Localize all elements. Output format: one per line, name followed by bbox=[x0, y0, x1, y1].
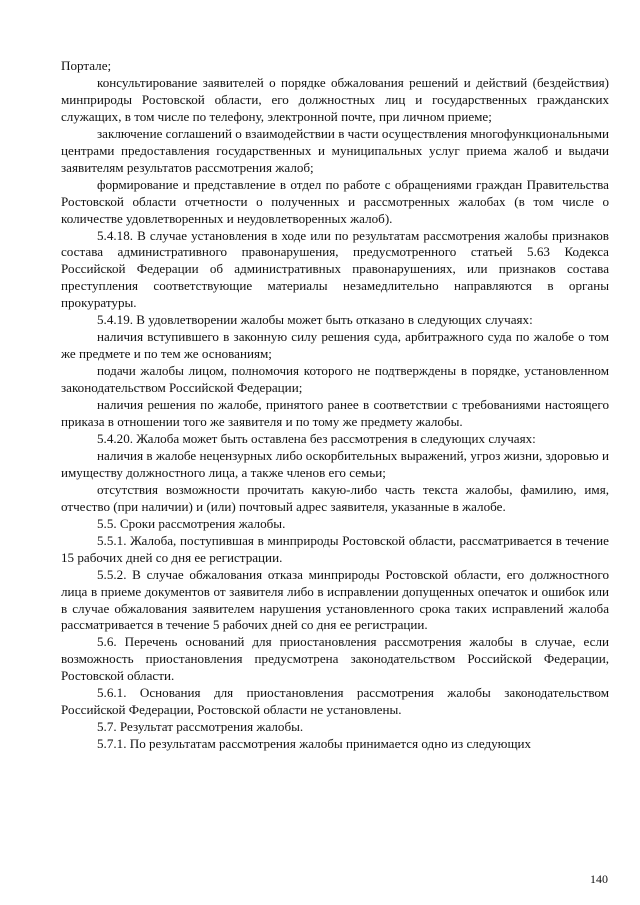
document-body bbox=[61, 58, 609, 753]
paragraph: отсутствия возможности прочитать какую-либо часть текста жалобы, фамилию, имя, отчество (при наличии) и (или) почтовый адрес заявителя, указанные в жалобе. bbox=[61, 481, 609, 514]
paragraph: формирование и представление в отдел по работе с обращениями граждан Правительства Ростовской области отчетности о полученных и рассмотренных жалобах (в том числе о количестве удовлетворенных и неудовлетворенных жалоб). bbox=[61, 176, 609, 226]
paragraph: наличия решения по жалобе, принятого ранее в соответствии с требованиями настоящего приказа в отношении того же заявителя и по тому же предмету жалобы. bbox=[61, 397, 609, 430]
paragraph: 5.4.20. Жалоба может быть оставлена без рассмотрения в следующих случаях: bbox=[97, 430, 536, 446]
paragraph: 5.7.1. По результатам рассмотрения жалобы принимается одно из следующих bbox=[97, 736, 532, 752]
paragraph: 5.6. Перечень оснований для приостановления рассмотрения жалобы в случае, если возможность приостановления предусмотрена законодательством Российской Федерации, Ростовской области. bbox=[61, 634, 609, 684]
paragraph: 5.4.18. В случае установления в ходе или по результатам рассмотрения жалобы признаков состава административного правонарушения, предусмотренного статьей 5.63 Кодекса Российской Федерации об административных правонарушениях, или признаков состава преступления соответствующие материалы незамедлительно направляются в органы прокуратуры. bbox=[61, 227, 609, 311]
paragraph: подачи жалобы лицом, полномочия которого не подтверждены в порядке, установленном законодательством Российской Федерации; bbox=[61, 363, 609, 396]
paragraph: 5.4.19. В удовлетворении жалобы может быть отказано в следующих случаях: bbox=[97, 312, 533, 328]
paragraph: 5.7. Результат рассмотрения жалобы. bbox=[97, 719, 304, 735]
paragraph: 5.5.2. В случае обжалования отказа минприроды Ростовской области, его должностного лица в приеме документов от заявителя либо в исправлении допущенных опечаток и ошибок или в случае обжалования заявителем нарушения установленного срока таких исправлений жалоба рассматривается в течение 5 рабочих дней со дня ее регистрации. bbox=[61, 566, 609, 633]
paragraph: Портале; bbox=[61, 58, 112, 73]
paragraph: наличия вступившего в законную силу решения суда, арбитражного суда по жалобе о том же предмете и по тем же основаниям; bbox=[61, 329, 609, 362]
page-number: 140 bbox=[590, 872, 608, 886]
paragraph: консультирование заявителей о порядке обжалования решений и действий (бездействия) минприроды Ростовской области, его должностных лиц и государственных гражданских служащих, в том числе по телефону, электронной почте, при личном приеме; bbox=[61, 74, 609, 124]
paragraph: заключение соглашений о взаимодействии в части осуществления многофункциональными центрами предоставления государственных и муниципальных услуг приема жалоб и выдачи заявителям результатов рассмотрения жалоб; bbox=[61, 125, 609, 175]
paragraph: наличия в жалобе нецензурных либо оскорбительных выражений, угроз жизни, здоровью и имуществу должностного лица, а также членов его семьи; bbox=[61, 447, 609, 480]
paragraph: 5.5.1. Жалоба, поступившая в минприроды Ростовской области, рассматривается в течение 15 рабочих дней со дня ее регистрации. bbox=[61, 532, 609, 565]
paragraph: 5.5. Сроки рассмотрения жалобы. bbox=[97, 515, 286, 531]
paragraph: 5.6.1. Основания для приостановления рассмотрения жалобы законодательством Российской Федерации, Ростовской области не установлены. bbox=[61, 685, 609, 718]
